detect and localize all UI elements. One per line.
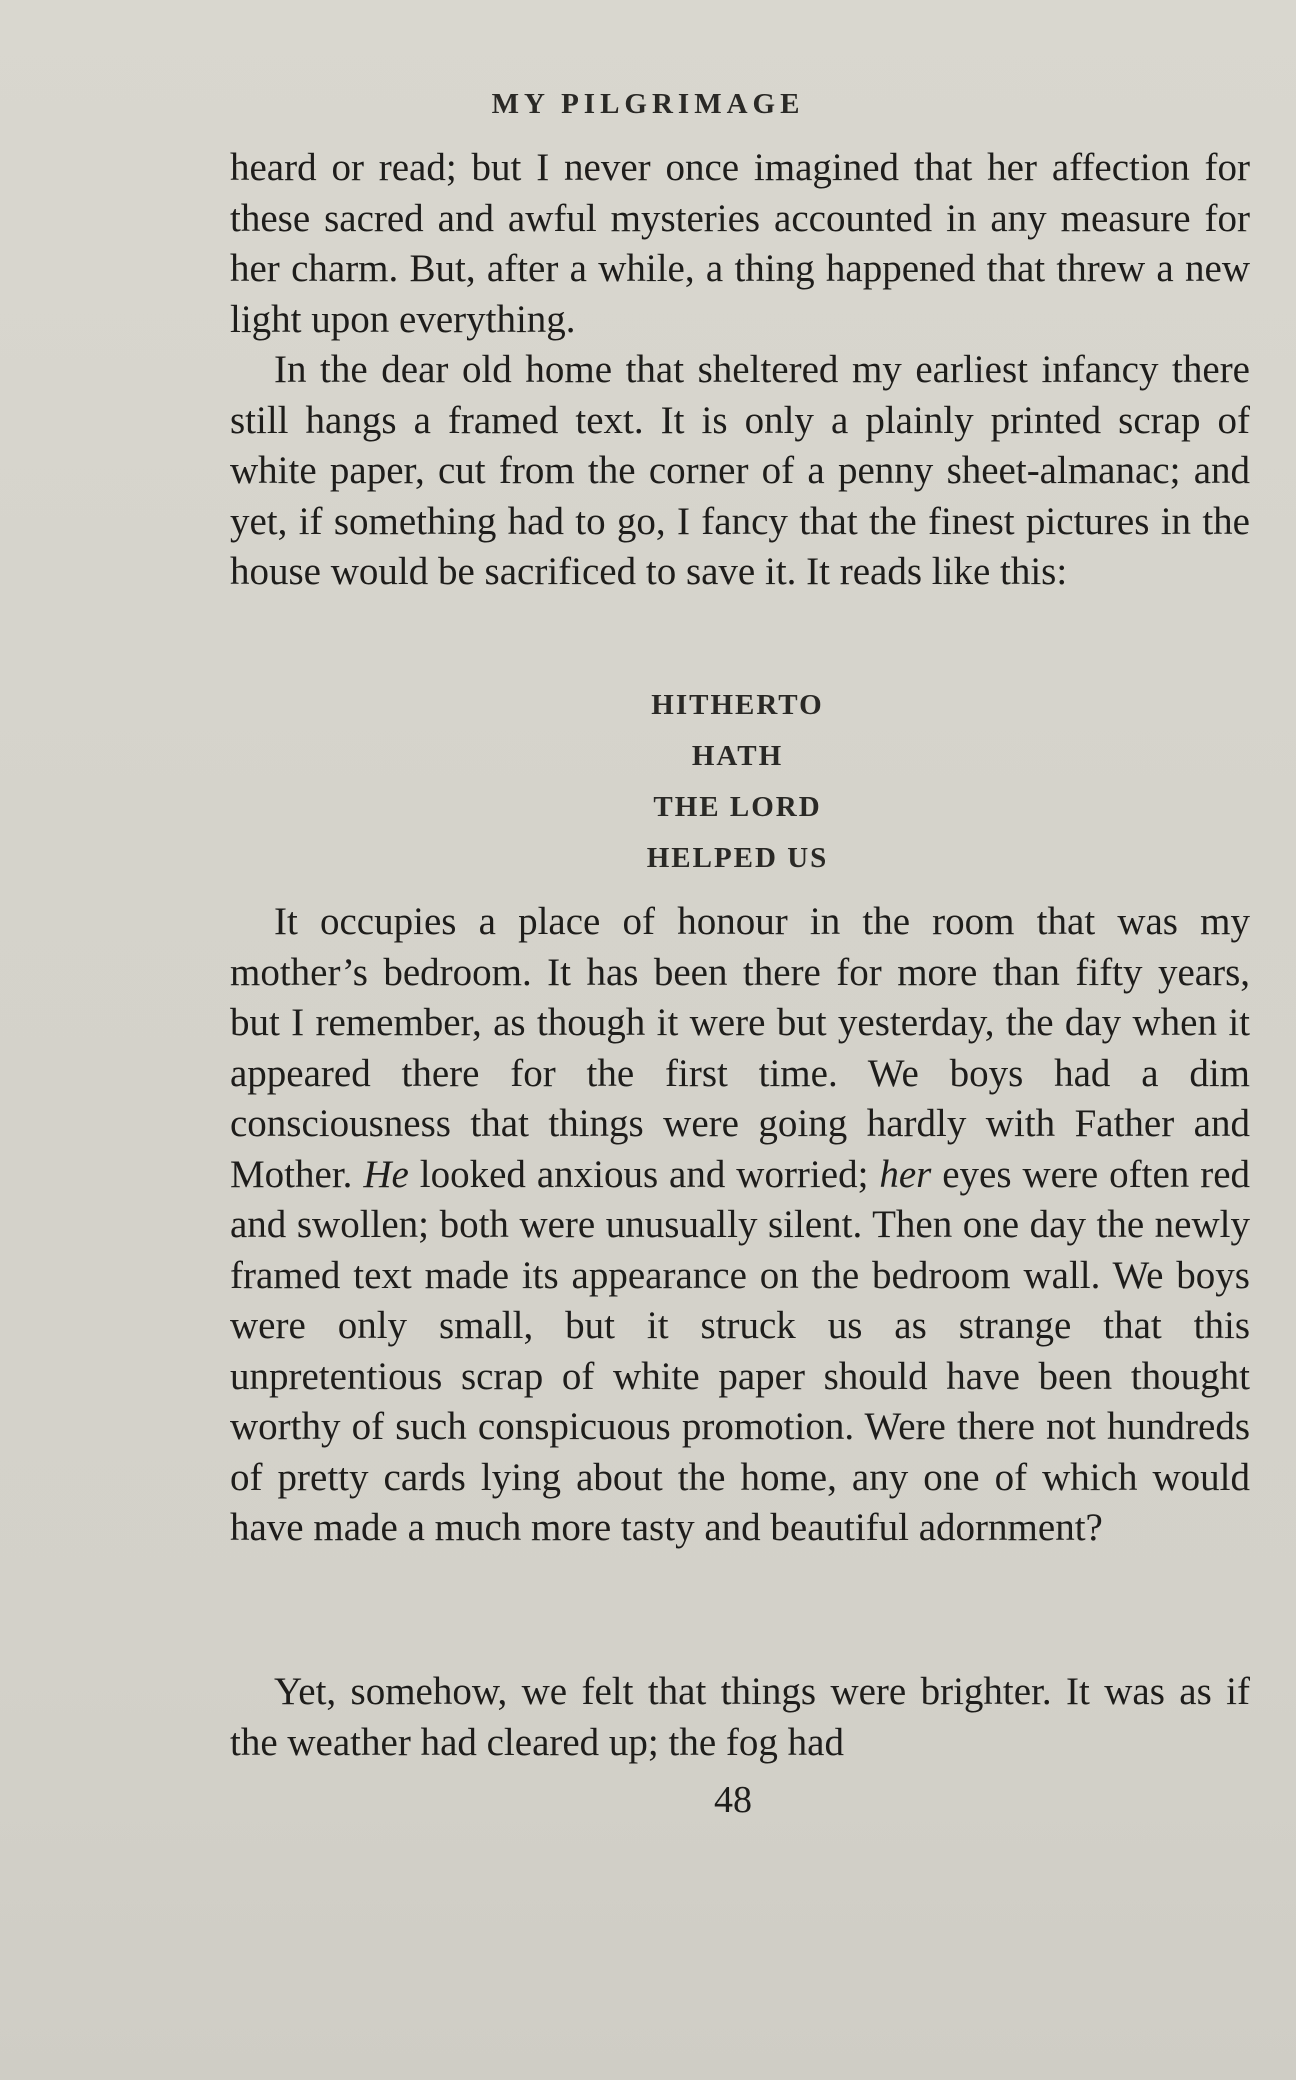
page-number: 48 [714, 1779, 752, 1821]
paragraph-4-text: Yet, somehow, we felt that things were brighter. It was as if the weather had cleared up; the fog had [230, 1670, 1250, 1764]
motto-line: THE LORD [653, 791, 822, 823]
paragraph-4 [230, 1667, 1250, 1768]
framed-text-motto [0, 680, 1296, 884]
paragraph-1-text: heard or read; but I never once imagined that her affection for these sacred and awful mysteries accounted in any measure for her charm. But, after a while, a thing happened that threw a new light upon everything. [230, 146, 1250, 341]
paragraph-2-text: In the dear old home that sheltered my earliest infancy there still hangs a framed text. It is only a plainly printed scrap of white paper, cut from the corner of a penny sheet-almanac; and yet, if something had to go, I fancy that the finest pictures in the house would be sacrificed to save it. It reads like this: [230, 348, 1250, 593]
motto-line: HATH [691, 740, 784, 772]
paragraph-3-part-a: It occupies a place of honour in the room that was my mother’s bedroom. It has been there for more than fifty years, but I remember, as though it were but yesterday, the day when it appeared there for the first time. We boys had a dim consciousness that things were going hardly with Father and Mother. [230, 900, 1250, 1196]
paragraph-3-text [230, 897, 1250, 1554]
paragraph-3-part-b: looked anxious and worried; [419, 1152, 869, 1196]
italic-her: her [879, 1152, 932, 1196]
motto-line: HITHERTO [651, 689, 824, 721]
running-head: MY PILGRIMAGE [491, 88, 805, 120]
motto-line: HELPED US [646, 842, 829, 874]
paragraph-2 [230, 345, 1250, 598]
paragraph-1 [230, 143, 1250, 345]
paragraph-3 [230, 897, 1250, 1554]
italic-he: He [363, 1152, 409, 1196]
paragraph-3-part-c: eyes were often red and swollen; both were unusually silent. Then one day the newly framed text made its appearance on the bedroom wall. We boys were only small, but it struck us as strange that this unpretentious scrap of white paper should have been thought worthy of such conspicuous promotion. Were there not hundreds of pretty cards lying about the home, any one of which would have made a much more tasty and beautiful adornment? [230, 1152, 1251, 1549]
